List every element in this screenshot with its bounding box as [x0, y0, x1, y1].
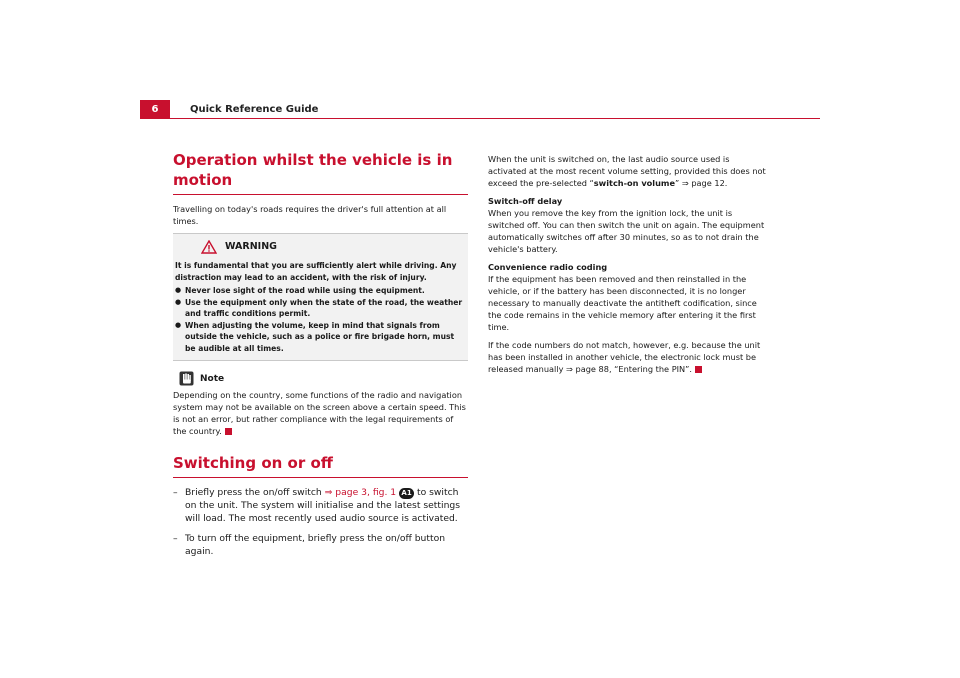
warning-bullet: ● Never lose sight of the road while using the equipment. — [175, 285, 466, 297]
page-link[interactable]: ⇒ page 3, fig. 1 — [324, 487, 397, 498]
warning-box — [173, 233, 468, 361]
warning-triangle-icon — [201, 240, 217, 254]
right-column — [488, 153, 768, 381]
switch-off-text: When you remove the key from the ignition lock, the unit is switched off. You can then switch the unit on again. The equipment automatically switches off after 30 minutes, so as to not drain the vehicle's battery. — [488, 208, 765, 254]
note-header — [179, 371, 468, 386]
warning-header — [201, 240, 466, 254]
page-header — [0, 0, 960, 120]
section-title-operation: Operation whilst the vehicle is in motion — [173, 150, 468, 195]
warning-label: WARNING — [225, 241, 277, 253]
note-hand-icon — [179, 371, 194, 386]
callout-badge: A1 — [399, 488, 414, 499]
warning-bullet: ● When adjusting the volume, keep in mind that signals from outside the vehicle, such as a police or fire brigade horn, must be audible at all times. — [175, 320, 466, 355]
coding-text: If the equipment has been removed and then reinstalled in the vehicle, or if the battery has been disconnected, it is no longer necessary to manually deactivate the antitheft codification, since the code remains in the vehicle memory after entering it the first time. — [488, 274, 757, 332]
note-text: Depending on the country, some functions of the radio and navigation system may not be available on the screen above a certain speed. This is not an error, but rather compliance with the legal requirements of the country. — [173, 390, 466, 436]
left-column — [173, 150, 468, 565]
step-switch-off: – To turn off the equipment, briefly press the on/off button again. — [173, 532, 468, 558]
subheading-radio-coding: Convenience radio coding — [488, 262, 608, 272]
step-switch-on: – Briefly press the on/off switch ⇒ page 3, fig. 1 A1 to switch on the unit. The system will initialise and the latest settings will load. The most recently used audio source is activated. — [173, 486, 468, 525]
warning-text: It is fundamental that you are sufficiently alert while driving. Any distraction may lead to an accident, with the risk of injury. — [175, 261, 457, 282]
intro-text: Travelling on today's roads requires the driver's full attention at all times. — [173, 204, 447, 226]
code-mismatch-text: If the code numbers do not match, however, e.g. because the unit has been installed in another vehicle, the electronic lock must be released manually ⇒ page 88, “Entering the PIN”. — [488, 340, 761, 374]
header-title: Quick Reference Guide — [190, 104, 319, 115]
subheading-switch-off-delay: Switch-off delay — [488, 196, 563, 206]
warning-bullet: ● Use the equipment only when the state of the road, the weather and traffic conditions permit. — [175, 297, 466, 320]
note-label: Note — [200, 373, 225, 384]
power-on-text: When the unit is switched on, the last audio source used is activated at the most recent volume setting, provided this does not exceed the pre-selected “switch-on volume” ⇒ page 12. — [488, 154, 766, 188]
end-of-section-mark — [695, 366, 702, 373]
header-rule — [170, 118, 820, 119]
end-of-section-mark — [225, 428, 232, 435]
section-title-switching: Switching on or off — [173, 453, 468, 478]
page-number: 6 — [140, 100, 170, 119]
